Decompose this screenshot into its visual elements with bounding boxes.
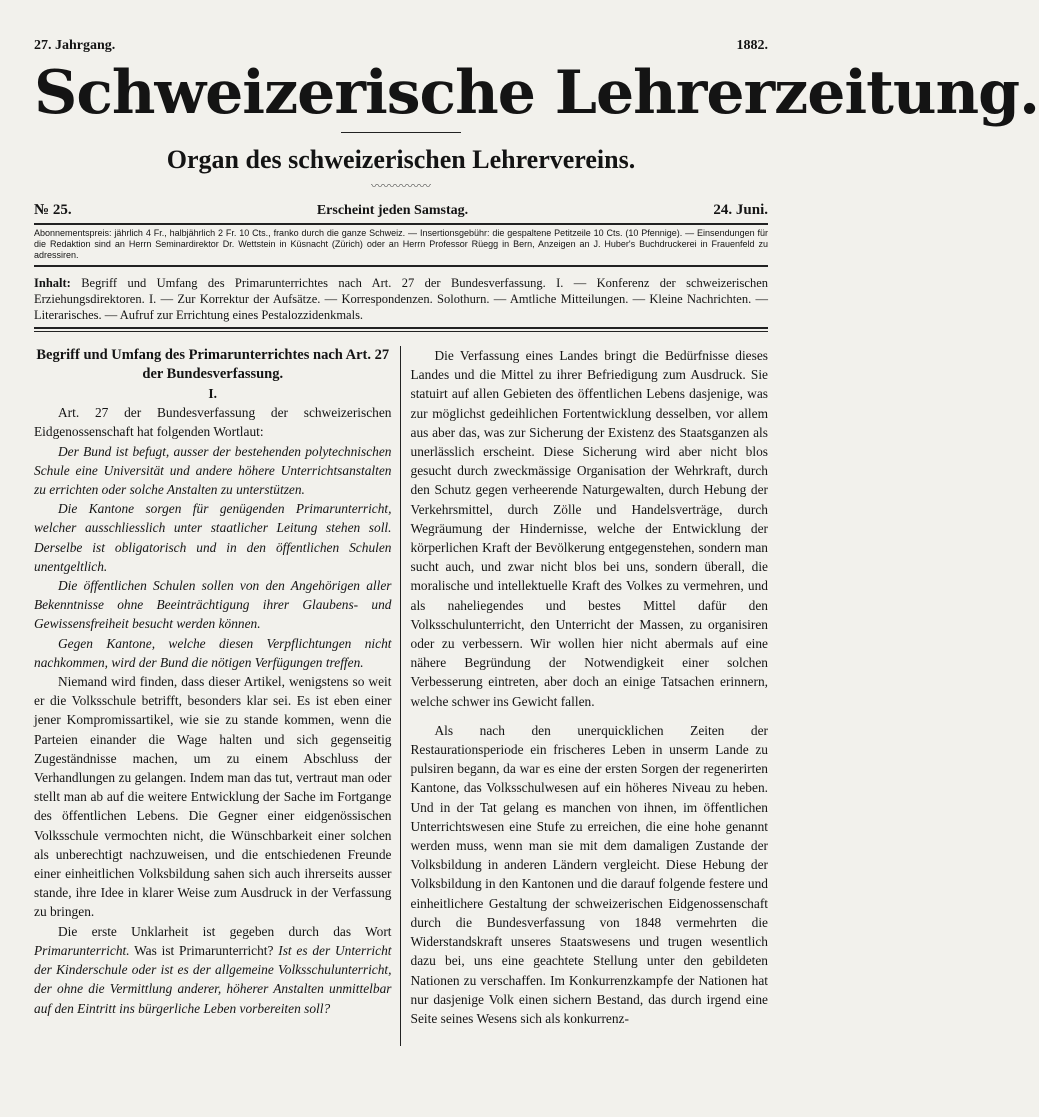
title-divider [341, 132, 461, 133]
header-rule [34, 223, 768, 225]
article-columns [34, 346, 768, 1046]
volume-label: 27. Jahrgang. [34, 38, 116, 53]
year-label: 1882. [736, 38, 768, 53]
text-run: Die erste Unklarheit ist gegeben durch das Wort [58, 923, 392, 939]
contents-text: Begriff und Umfang des Primarunterrichtes nach Art. 27 der Bundesverfassung. I. — Konferenz der schweizerischen Erziehungsdirektoren. I. — Zur Korrektur der Aufsätze. — Korrespondenzen. Solothurn. — Amtliche Mitteilungen. — Kleine Nachrichten. — Literarisches. — Aufruf zur Errichtung eines Pestalozzidenkmals. [34, 276, 768, 322]
text-run-italic: Ist es der Unterricht der Kinderschule oder ist es der allgemeine Volksschulunterricht, der ohne die Vermittlung anderer, höherer Anstalten unmittelbar auf den Eintritt ins bürgerliche Leben vorbereiten soll? [34, 942, 392, 1016]
paragraph: Niemand wird finden, dass dieser Artikel, wenigstens so weit er die Volksschule betrifft, besonders klar sei. Es ist eben einer jener Kompromissartikel, wie sie zu stande kommen, wenn die Parteien einander die Wage halten und sich gegenseitig Zugeständnisse machen, um zu einem Abschluss der Verhandlungen zu gelangen. Indem man das tut, vertraut man oder stellt man ab auf die weitere Entwicklung der Sache im Fortgange des öffentlichen Lebens. Die Gegner einer eidgenössischen Volksschule vermochten nicht, die Wünschbarkeit einer solchen als unberechtigt nachzuweisen, und die entschiedenen Freunde einer einheitlichen Volksbildung sahen sich auch ihrerseits ausser stande, ihre Idee in klarer Weise zum Ausdruck in der Verfassung zu bringen. [34, 674, 392, 920]
quote-paragraph: Gegen Kantone, welche diesen Verpflichtungen nicht nachkommen, wird der Bund die nötigen Verfügungen treffen. [34, 635, 392, 670]
table-of-contents [34, 275, 768, 323]
text-run: Was ist Primarunterricht? [129, 942, 279, 958]
paragraph: Die Verfassung eines Landes bringt die Bedürfnisse dieses Landes und die Mittel zu ihrer Befriedigung zum Ausdruck. Sie statuirt auf allen Gebieten des öffentlichen Lebens dasjenige, was zur möglichst gedeihlichen Fortentwicklung desselben, vor allem aus aber das, was zur Sicherung der Existenz des Staatsganzen als unerlässlich erscheint. Diese Sicherung wird aber nicht blos gesucht durch zweckmässige Organisation der Wehrkraft, durch den Schutz gegen verheerende Naturgewalten, durch Hebung der Verkehrsmittel, durch Zölle und Handelsverträge, durch Wegräumung der Hindernisse, welche der Entwicklung der körperlichen Kraft der Bevölkerung entgegenstehen, sondern man sucht auch, und zwar nicht blos bei uns, sondern überall, die moralische und intellektuelle Kraft des Volkes zu vermehren, und als naheliegendes und bestes Mittel dafür den Volksschulunterricht, den Unterricht der Massen, zu organisiren oder zu verbessern. Wir wollen hier nicht abermals auf eine nähere Begründung der Notwendigkeit einer solchen Verbesserung eintreten, aber doch an einige Tatsachen erinnern, welche schwer ins Gewicht fallen. [410, 348, 768, 709]
issue-date: 24. Juni. [713, 202, 768, 218]
article-section-number: I. [208, 386, 218, 401]
paragraph: Als nach den unerquicklichen Zeiten der Restaurationsperiode ein frischeres Leben in unserm Lande zu pulsiren begann, da war es eine der ersten Sorgen der regenerirten Kantone, das Volksschulwesen auf ein höheres Niveau zu heben. Und in der Tat gelang es manchen von ihnen, im öffentlichen Unterrichtswesen eine Stufe zu erreichen, die eine hohe genannt werden muss, wenn man sie mit dem damaligen Zustande der Volksbildung in anderen Ländern vergleicht. Diese Hebung der Volksbildung in den Kantonen und die darauf folgende festere und einheitlichere Gestaltung der schweizerischen Eidgenossenschaft durch die Bundesverfassung von 1848 vermehrten die Widerstandskraft unseres Staatswesens und trugen wesentlich dazu bei, uns eine geachtete Stellung unter den gebildeten Nationen zu verschaffen. Im Konkurrenzkampfe der Nationen hat nur dasjenige Volk einen sichern Bestand, das durch irgend eine Seite seines Wesens sich als konkurrenz- [410, 722, 768, 1026]
contents-label: Inhalt: [34, 276, 71, 290]
text-run-italic: Primarunterricht. [34, 942, 130, 958]
issue-line [34, 202, 768, 219]
quote-paragraph: Die Kantone sorgen für genügenden Primarunterricht, welcher ausschliesslich unter staatlicher Leitung stehen soll. Derselbe ist obligatorisch und in den öffentlichen Schulen unentgeltlich. [34, 501, 392, 574]
contents-rule [34, 327, 768, 329]
flourish-ornament: 〰〰〰〰〰 [370, 179, 431, 193]
issue-frequency: Erscheint jeden Samstag. [316, 203, 469, 218]
info-rule [34, 265, 768, 267]
masthead-title: Schweizerische Lehrerzeitung. [34, 58, 1039, 128]
issue-number: № 25. [34, 202, 72, 218]
top-line [34, 38, 768, 54]
contents-rule-thin [34, 331, 768, 332]
quote-paragraph: Die öffentlichen Schulen sollen von den Angehörigen aller Bekenntnisse ohne Beeinträchtigung ihrer Glaubens- und Gewissensfreiheit besucht werden können. [34, 578, 392, 632]
right-column [400, 346, 769, 1046]
article-heading: Begriff und Umfang des Primarunterrichtes nach Art. 27 der Bundesverfassung. [36, 347, 390, 382]
paragraph: Art. 27 der Bundesverfassung der schweizerischen Eidgenossenschaft hat folgenden Wortlaut: [34, 405, 392, 440]
quote-paragraph: Der Bund ist befugt, ausser der bestehenden polytechnischen Schule eine Universität und andere höhere Unterrichtsanstalten zu errichten oder solche Anstalten zu unterstützen. [34, 443, 392, 498]
subscription-info: Abonnementspreis: jährlich 4 Fr., halbjährlich 2 Fr. 10 Cts., franko durch die ganze Schweiz. — Insertionsgebühr: die gespaltene Petitzeile 10 Cts. (10 Pfennige). — Einsendungen für die Redaktion sind an Herrn Seminardirektor Dr. Wettstein in Küsnacht (Zürich) oder an Herrn Professor Rüegg in Bern, Anzeigen an J. Huber's Buchdruckerei in Frauenfeld zu adressiren. [34, 228, 768, 260]
newspaper-page [34, 38, 1039, 1046]
masthead-subtitle: Organ des schweizerischen Lehrervereins. [166, 145, 636, 174]
left-column [34, 346, 400, 1046]
paragraph [34, 922, 392, 1018]
